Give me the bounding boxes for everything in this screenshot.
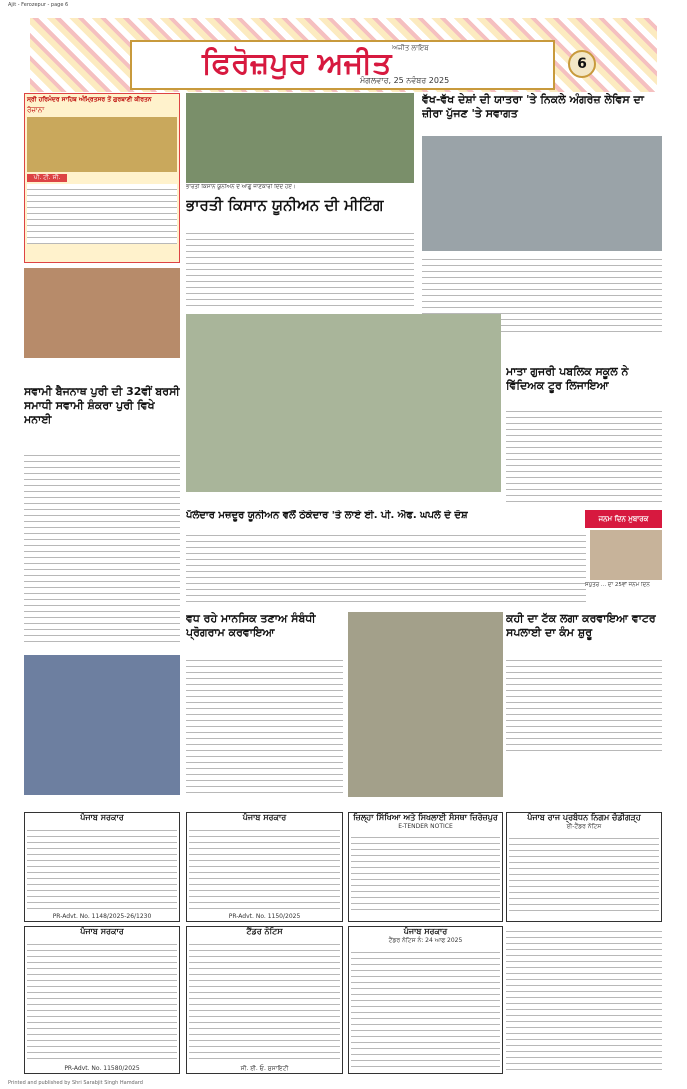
masthead-tag: ਅਜੀਤ ਲਾਇਬ (392, 44, 429, 52)
ad-2 (186, 812, 343, 922)
masthead-date: ਮੰਗਲਵਾਰ, 25 ਨਵੰਬਰ 2025 (360, 76, 450, 85)
ad-7 (348, 926, 503, 1074)
ad-1-title: ਪੰਜਾਬ ਸਰਕਾਰ (80, 813, 124, 822)
swami-headline: ਸਵਾਮੀ ਬੈਜਨਾਥ ਪੁਰੀ ਦੀ 32ਵੀਂ ਬਰਸੀ ਸਮਾਧੀ ਸਵਾਮੀ ਸ਼ੰਕਰਾ ਪੁਰੀ ਵਿਖੇ ਮਨਾਈ (24, 385, 180, 426)
ad-3-title: ਜ਼ਿਲ੍ਹਾ ਸਿੱਖਿਆ ਅਤੇ ਸਿਖਲਾਈ ਸੰਸਥਾ ਜ਼ਿਰੋਜ਼ਪੁਰ (353, 813, 498, 822)
school-headline: ਮਾਤਾ ਗੁਜਰੀ ਪਬਲਿਕ ਸਕੂਲ ਨੇ ਵਿੱਦਿਅਕ ਟੂਰ ਲਿਜਾਇਆ (506, 365, 629, 392)
ad-4-sub: ਈ-ਟੈਂਡਰ ਨੋਟਿਸ (566, 823, 602, 830)
ad-2-sub: PR-Advt. No. 1150/2025 (228, 913, 301, 920)
ad-1 (24, 812, 180, 922)
mental-photo (24, 655, 180, 795)
golden-temple-photo (27, 117, 177, 172)
kisan-headline: ਭਾਰਤੀ ਕਿਸਾਨ ਯੂਨੀਅਨ ਦੀ ਮੀਟਿੰਗ (186, 196, 384, 214)
travel-photo (422, 136, 662, 251)
ad-4-title: ਪੰਜਾਬ ਰਾਜ ਪ੍ਰਬੰਧਨ ਨਿਗਮ ਚੰਡੀਗੜ੍ਹ (527, 813, 641, 822)
birthday-badge: ਜਨਮ ਦਿਨ ਮੁਬਾਰਕ (585, 510, 662, 528)
ad-6-sub: ਸੀ. ਈ. ਓ. ਸੁਸਾਇਟੀ (240, 1065, 289, 1072)
ad-3 (348, 812, 503, 922)
ad-5 (24, 926, 180, 1074)
water-headline: ਕਹੀ ਦਾ ਟੱਕ ਲਗਾ ਕਰਵਾਇਆ ਵਾਟਰ ਸਪਲਾਈ ਦਾ ਕੰਮ ਸ਼ੁਰੂ (506, 612, 656, 639)
footer: Printed and published by Shri Sarabjit Singh Hamdard (8, 1080, 143, 1086)
union-headline: ਪੱਲੇਦਾਰ ਮਜ਼ਦੂਰ ਯੂਨੀਅਨ ਵਲੋਂ ਠੇਕੇਦਾਰ 'ਤੇ ਲਾਏ ਈ. ਪੀ. ਐਫ. ਘਪਲੇ ਦੇ ਦੋਸ਼ (186, 510, 468, 521)
kisan-photo (186, 93, 414, 183)
channel-label: ਪੀ. ਟੀ. ਸੀ. (27, 174, 67, 182)
top-line: Ajit - Ferozepur - page 6 (8, 2, 69, 8)
ad-7-sub: ਟੈਂਡਰ ਨੋਟਿਸ ਨੰ: 24 ਆਫ 2025 (388, 937, 463, 944)
travel-headline: ਵੱਖ-ਵੱਖ ਦੇਸ਼ਾਂ ਦੀ ਯਾਤਰਾ 'ਤੇ ਨਿਕਲੇ ਅੰਗਰੇਜ਼ ਲੇਵਿਸ ਦਾ ਜ਼ੀਰਾ ਪੁੱਜਣ 'ਤੇ ਸਵਾਗਤ (422, 93, 644, 120)
birthday-photo (590, 530, 662, 580)
union-photo (186, 314, 501, 492)
swami-photo (24, 268, 180, 358)
kisan-caption: ਭਾਰਤੀ ਕਿਸਾਨ ਯੂਨੀਅਨ ਦੇ ਆਗੂ ਜਾਣਕਾਰੀ ਦਿੰਦੇ ਹੋਏ। (186, 184, 296, 190)
gurbani-text (27, 184, 177, 244)
union-text (186, 530, 586, 605)
mental-text (186, 655, 343, 795)
ad-3-sub: E-TENDER NOTICE (398, 823, 453, 830)
water-photo (348, 612, 503, 797)
ad-4 (506, 812, 662, 922)
gurbani-sub: ਰੋਜ਼ਾਨਾ (27, 106, 45, 114)
ad-6 (186, 926, 343, 1074)
ad-1-sub: PR-Advt. No. 1148/2025-26/1230 (52, 913, 152, 920)
masthead (130, 40, 555, 90)
ad-7-title: ਪੰਜਾਬ ਸਰਕਾਰ (403, 927, 448, 936)
page-number: 6 (568, 50, 596, 78)
notice-text (506, 926, 662, 1074)
gurbani-box (24, 93, 180, 263)
ad-6-title: ਟੈਂਡਰ ਨੋਟਿਸ (246, 927, 283, 936)
ad-5-sub: PR-Advt. No. 11580/2025 (64, 1065, 140, 1072)
gurbani-heading: ਸ੍ਰੀ ਹਰਿਮੰਦਰ ਸਾਹਿਬ ਅੰਮ੍ਰਿਤਸਰ ਤੋਂ ਗੁਰਬਾਣੀ ਕੀਰਤਨ (27, 96, 152, 103)
kisan-text (186, 228, 414, 310)
masthead-title: ਫਿਰੋਜ਼ਪੁਰ ਅਜੀਤ (202, 46, 392, 81)
birthday-caption: ਸਪੁੱਤਰ ... ਦਾ 25ਵਾਂ ਜਨਮ ਦਿਨ (585, 582, 650, 588)
ad-2-title: ਪੰਜਾਬ ਸਰਕਾਰ (242, 813, 287, 822)
water-text (506, 655, 662, 755)
mental-headline: ਵਧ ਰਹੇ ਮਾਨਸਿਕ ਤਣਾਅ ਸੰਬੰਧੀ ਪ੍ਰੋਗਰਾਮ ਕਰਵਾਇਆ (186, 612, 316, 639)
school-text (506, 406, 662, 506)
ad-5-title: ਪੰਜਾਬ ਸਰਕਾਰ (80, 927, 124, 936)
swami-text (24, 450, 180, 645)
